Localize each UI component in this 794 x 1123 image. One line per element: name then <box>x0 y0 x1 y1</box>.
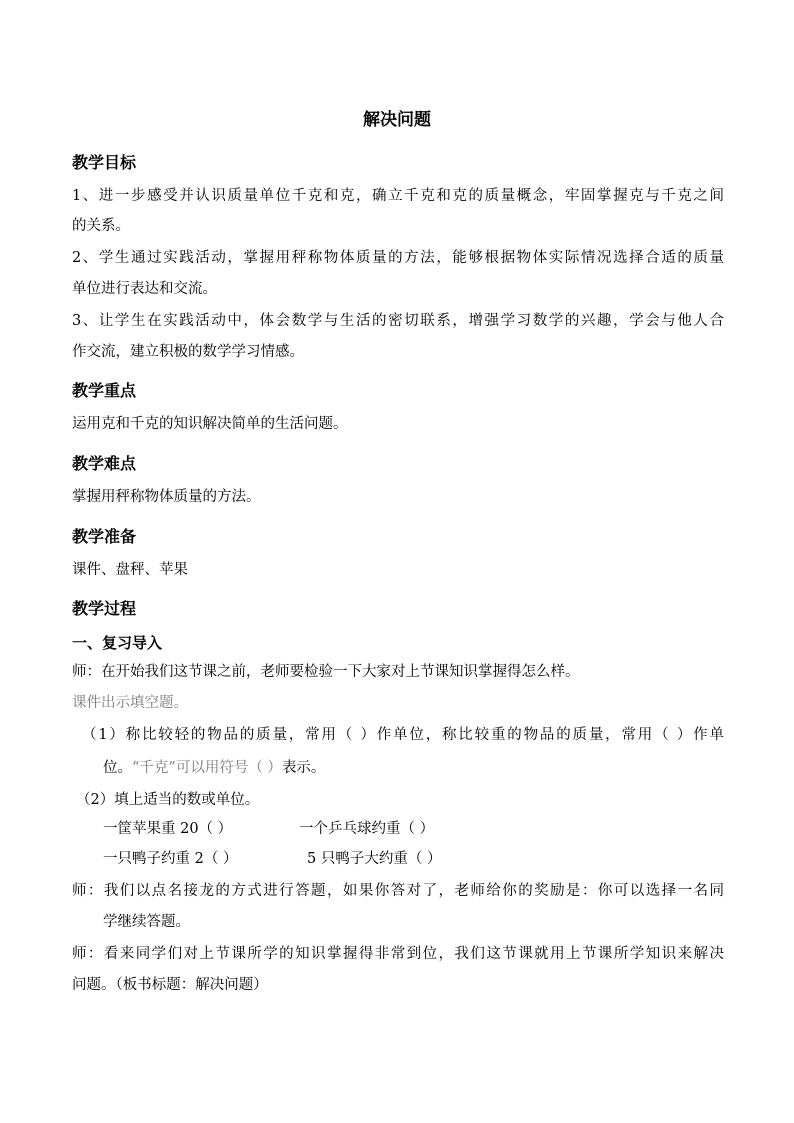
question-1-line-2: 位。“千克”可以用符号（ ）表示。 <box>103 760 326 776</box>
fill-blank-duck: 一只鸭子约重 2（ ） <box>103 851 238 867</box>
goal-3-line-2: 作交流，建立积极的数学学习情感。 <box>72 344 304 360</box>
teacher-line-4-line-1: 师：看来同学们对上节课所学的知识掌握得非常到位，我们这节课就用上节课所学知识来解决 <box>72 946 724 962</box>
question-2: （2）填上适当的数或单位。 <box>76 792 260 808</box>
document-title: 解决问题 <box>363 110 431 130</box>
goal-2-line-2: 单位进行表达和交流。 <box>72 281 217 297</box>
courseware-line: 课件出示填空题。 <box>72 695 188 711</box>
teacher-line-4-line-2: 问题。（板书标题：解决问题） <box>72 977 268 993</box>
goal-3-line-1: 3、让学生在实践活动中，体会数学与生活的密切联系，增强学习数学的兴趣，学会与他人合 <box>72 313 724 329</box>
goal-1-line-2: 的关系。 <box>72 218 130 234</box>
question-1-line-1: （1）称比较轻的物品的质量，常用（ ）作单位，称比较重的物品的质量，常用（ ）作单 <box>82 727 724 743</box>
teacher-line-1: 师：在开始我们这节课之前，老师要检验一下大家对上节课知识掌握得怎么样。 <box>72 664 580 680</box>
fill-blank-five-ducks: 5 只鸭子大约重（ ） <box>307 851 442 867</box>
fill-blank-pingpong: 一个乒乓球约重（ ） <box>299 821 435 837</box>
goal-1-line-1: 1、进一步感受并认识质量单位千克和克，确立千克和克的质量概念，牢固掌握克与千克之间 <box>72 188 724 204</box>
heading-teaching-goals: 教学目标 <box>72 153 137 172</box>
heading-review: 一、复习导入 <box>72 634 163 652</box>
teacher-line-3-line-2: 学继续答题。 <box>103 914 190 930</box>
heading-difficulties: 教学难点 <box>72 454 137 473</box>
preparation-text: 课件、盘秤、苹果 <box>72 562 188 578</box>
heading-preparation: 教学准备 <box>72 527 137 546</box>
teacher-line-3-line-1: 师：我们以点名接龙的方式进行答题，如果你答对了，老师给你的奖励是：你可以选择一名同 <box>72 883 724 899</box>
heading-teaching-process: 教学过程 <box>72 599 137 618</box>
difficulties-text: 掌握用秤称物体质量的方法。 <box>72 489 261 505</box>
heading-key-points: 教学重点 <box>72 381 137 400</box>
key-points-text: 运用克和千克的知识解决简单的生活问题。 <box>72 416 348 432</box>
fill-blank-apples: 一筐苹果重 20（ ） <box>103 821 233 837</box>
goal-2-line-1: 2、学生通过实践活动，掌握用秤称物体质量的方法，能够根据物体实际情况选择合适的质量 <box>72 250 724 266</box>
